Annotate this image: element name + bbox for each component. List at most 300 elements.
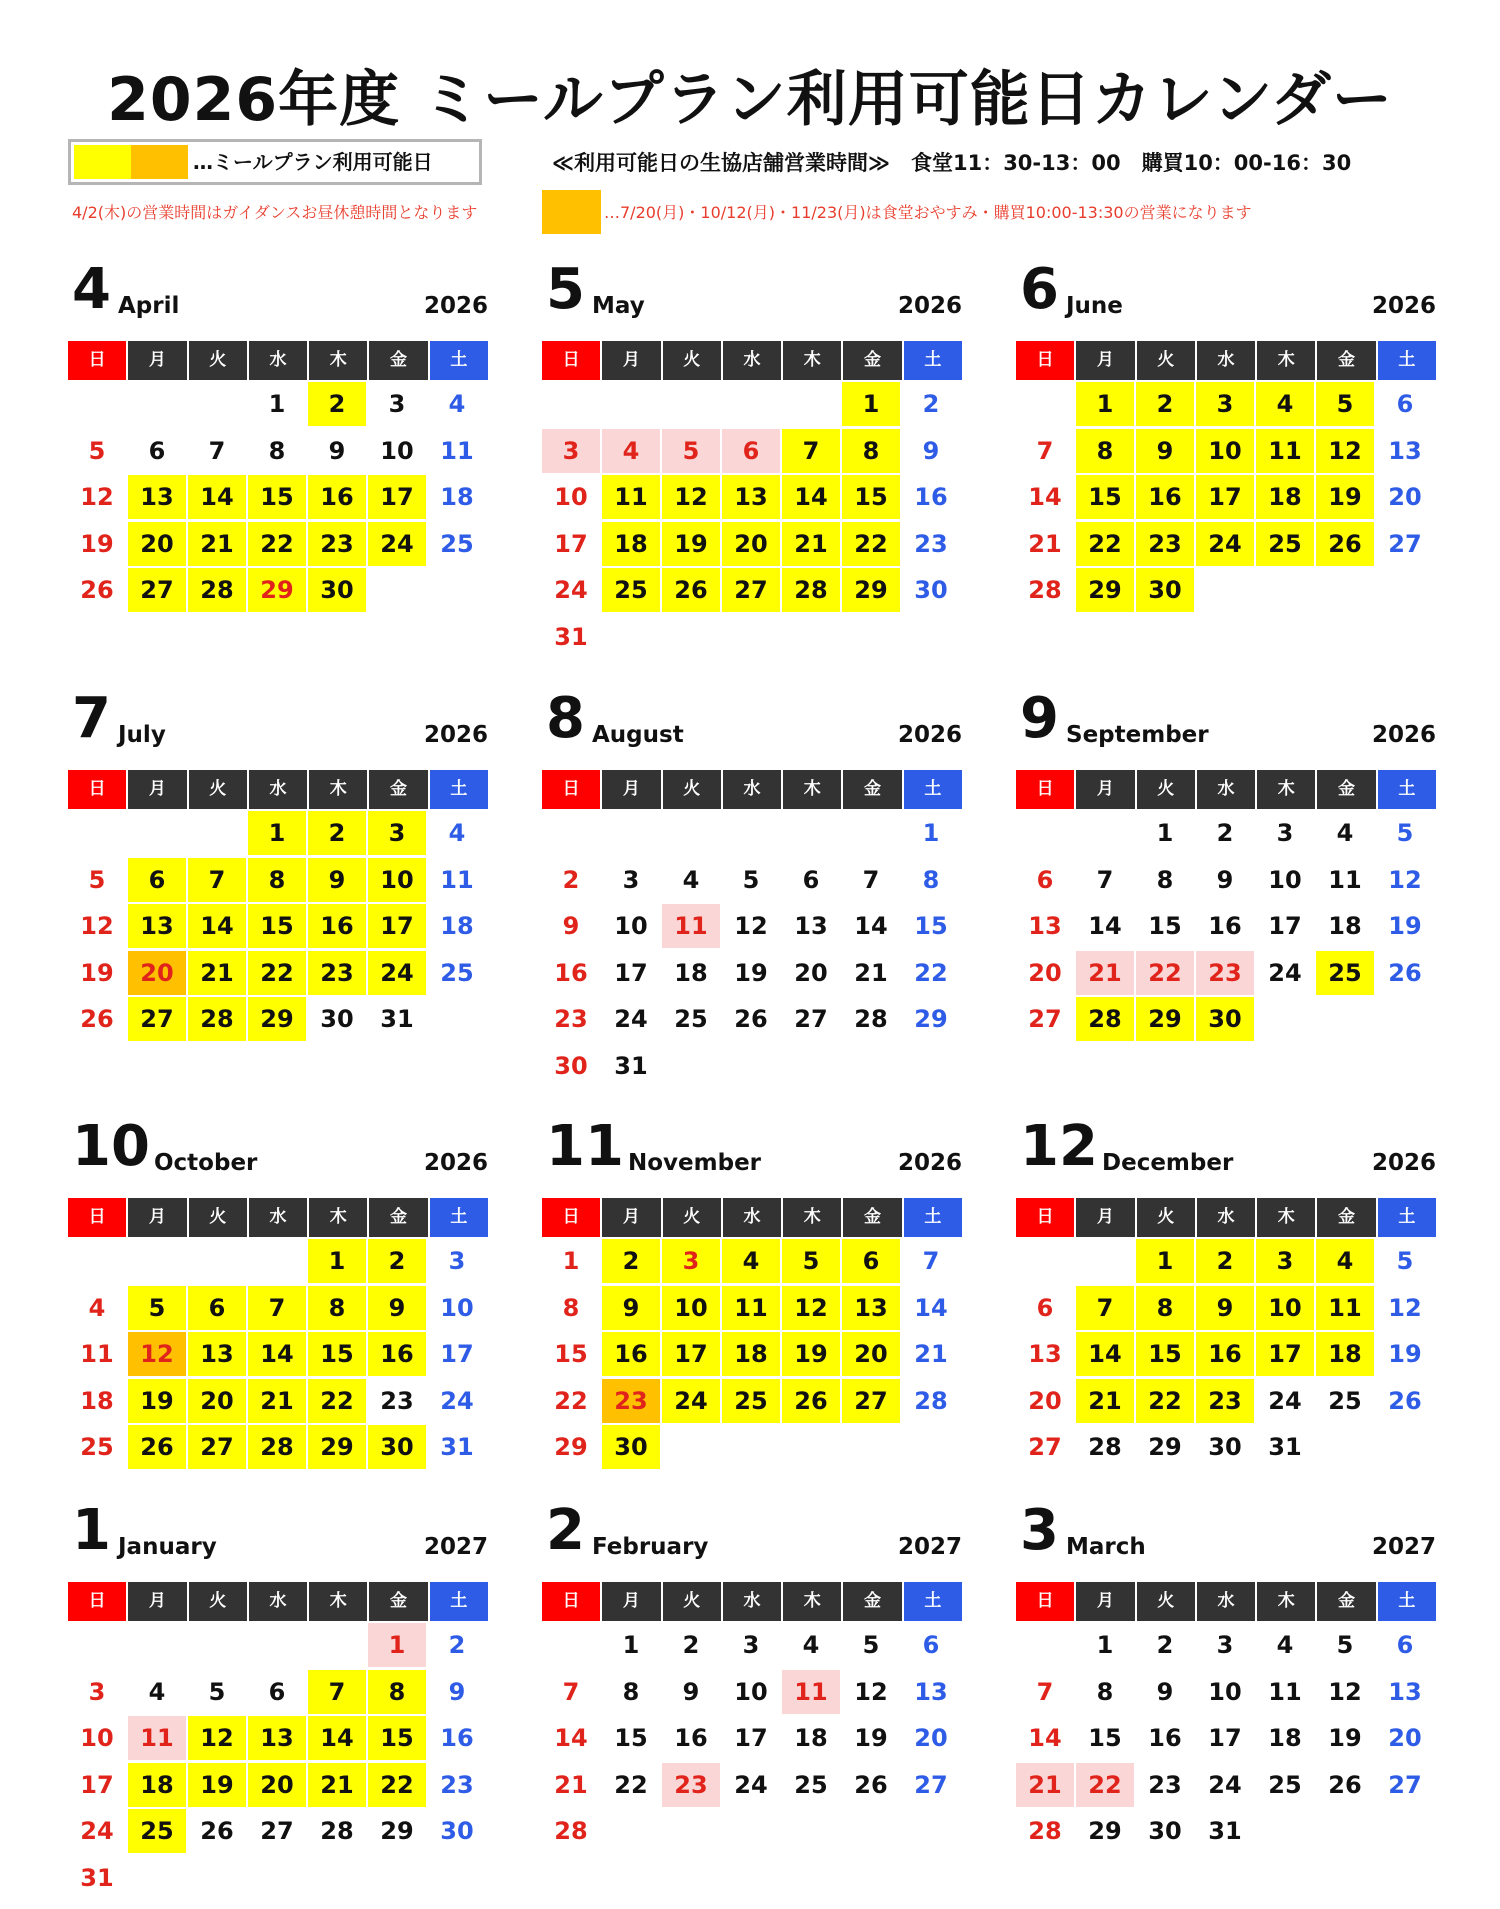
note-swatch-short-hours xyxy=(542,190,601,234)
day-cell: 30 xyxy=(1208,1433,1242,1461)
month-year: 2026 xyxy=(423,1150,488,1176)
day-cell: 3 xyxy=(542,429,600,473)
day-cell: 5 xyxy=(742,865,760,894)
month-year: 2026 xyxy=(1371,722,1436,748)
day-cell: 27 xyxy=(1028,1433,1062,1461)
day-cell: 24 xyxy=(1196,522,1254,566)
weekday-label: 火 xyxy=(663,1198,721,1237)
day-cell: 27 xyxy=(1028,1005,1062,1033)
day-cell: 24 xyxy=(80,1817,114,1845)
day-cell: 10 xyxy=(662,1286,720,1330)
day-cell: 15 xyxy=(1136,1332,1194,1376)
weekday-header xyxy=(542,770,962,809)
day-cell: 8 xyxy=(1076,429,1134,473)
day-cell: 23 xyxy=(1196,951,1254,995)
day-cell: 17 xyxy=(554,529,588,558)
month-name: April xyxy=(118,293,180,319)
weekday-label: 水 xyxy=(249,341,307,380)
day-cell: 14 xyxy=(1088,912,1122,940)
day-cell: 17 xyxy=(368,475,426,519)
day-cell: 2 xyxy=(602,1239,660,1283)
day-cell: 13 xyxy=(914,1677,948,1706)
day-cell: 28 xyxy=(248,1425,306,1469)
day-cell: 30 xyxy=(1136,568,1194,612)
day-cell: 2 xyxy=(922,390,940,418)
day-cell: 9 xyxy=(1136,429,1194,473)
month-header xyxy=(542,686,962,756)
day-cell: 26 xyxy=(782,1379,840,1423)
day-cell: 6 xyxy=(1036,1293,1054,1322)
day-cell: 10 xyxy=(440,1293,474,1322)
month-number: 4 xyxy=(72,257,111,322)
day-cell: 13 xyxy=(128,904,186,948)
weekday-header xyxy=(542,341,962,380)
day-cell: 31 xyxy=(554,622,588,651)
day-cell: 12 xyxy=(662,475,720,519)
note-guidance-hours: 4/2(木)の営業時間はガイダンスお昼休憩時間となります xyxy=(72,203,478,222)
day-cell: 5 xyxy=(1396,819,1414,847)
day-cell: 20 xyxy=(1028,1386,1062,1415)
day-cell: 24 xyxy=(1268,958,1302,987)
day-cell: 21 xyxy=(854,958,888,987)
day-cell: 3 xyxy=(622,865,640,894)
day-cell: 18 xyxy=(128,1763,186,1807)
day-cell: 28 xyxy=(1028,576,1062,604)
month-name: July xyxy=(118,722,166,748)
weekday-header xyxy=(542,1582,962,1621)
weekday-label: 金 xyxy=(369,341,427,380)
day-cell: 23 xyxy=(1196,1379,1254,1423)
weekday-label: 金 xyxy=(1317,341,1375,380)
weekday-label: 日 xyxy=(68,341,126,380)
weekday-label: 水 xyxy=(1197,341,1255,380)
day-cell: 5 xyxy=(782,1239,840,1283)
day-cell: 4 xyxy=(1276,1631,1294,1659)
month-name: November xyxy=(628,1150,762,1176)
day-cell: 28 xyxy=(1088,1433,1122,1461)
day-cell: 6 xyxy=(922,1631,940,1659)
day-cell: 30 xyxy=(308,568,366,612)
day-cell: 25 xyxy=(722,1379,780,1423)
day-cell: 22 xyxy=(1076,1763,1134,1807)
day-cell: 9 xyxy=(562,912,580,940)
day-cell: 16 xyxy=(1196,1332,1254,1376)
day-cell: 1 xyxy=(1076,382,1134,426)
day-cell: 28 xyxy=(782,568,840,612)
day-cell: 1 xyxy=(562,1247,580,1275)
weekday-label: 月 xyxy=(1076,770,1134,809)
weekday-label: 金 xyxy=(1317,770,1375,809)
day-cell: 1 xyxy=(842,382,900,426)
day-cell: 8 xyxy=(842,429,900,473)
day-cell: 18 xyxy=(1316,1332,1374,1376)
weekday-label: 金 xyxy=(369,1198,427,1237)
day-cell: 12 xyxy=(80,483,114,511)
day-cell: 27 xyxy=(722,568,780,612)
day-cell: 12 xyxy=(734,912,768,940)
day-cell: 5 xyxy=(88,436,106,465)
weekday-label: 土 xyxy=(1378,1198,1436,1237)
weekday-label: 月 xyxy=(128,341,186,380)
day-cell: 12 xyxy=(854,1677,888,1706)
day-cell: 29 xyxy=(308,1425,366,1469)
day-cell: 17 xyxy=(440,1340,474,1368)
day-cell: 11 xyxy=(602,475,660,519)
day-cell: 29 xyxy=(914,1005,948,1033)
day-cell: 5 xyxy=(1336,1631,1354,1659)
day-cell: 5 xyxy=(88,865,106,894)
day-cell: 6 xyxy=(268,1677,286,1706)
day-cell: 7 xyxy=(1036,1677,1054,1706)
day-cell: 23 xyxy=(662,1763,720,1807)
weekday-header xyxy=(1016,1582,1436,1621)
day-cell: 8 xyxy=(268,436,286,465)
weekday-label: 月 xyxy=(602,341,660,380)
day-cell: 12 xyxy=(1316,429,1374,473)
weekday-header xyxy=(68,1582,488,1621)
day-cell: 15 xyxy=(614,1724,648,1752)
weekday-label: 日 xyxy=(68,770,126,809)
day-cell: 6 xyxy=(802,865,820,894)
day-cell: 20 xyxy=(722,522,780,566)
day-cell: 23 xyxy=(602,1379,660,1423)
day-cell: 18 xyxy=(1328,912,1362,940)
weekday-label: 火 xyxy=(189,1198,247,1237)
month-year: 2027 xyxy=(1371,1534,1436,1560)
month-number: 12 xyxy=(1020,1114,1098,1179)
weekday-label: 水 xyxy=(1197,770,1255,809)
day-cell: 22 xyxy=(914,958,948,987)
day-cell: 17 xyxy=(734,1724,768,1752)
weekday-label: 火 xyxy=(663,1582,721,1621)
weekday-label: 火 xyxy=(1137,770,1195,809)
month-year: 2027 xyxy=(423,1534,488,1560)
day-cell: 23 xyxy=(308,522,366,566)
day-cell: 8 xyxy=(308,1286,366,1330)
weekday-label: 水 xyxy=(723,770,781,809)
day-cell: 20 xyxy=(914,1724,948,1752)
day-cell: 2 xyxy=(682,1631,700,1659)
day-cell: 25 xyxy=(602,568,660,612)
day-cell: 17 xyxy=(662,1332,720,1376)
day-cell: 3 xyxy=(742,1631,760,1659)
day-cell: 14 xyxy=(308,1716,366,1760)
day-cell: 13 xyxy=(128,475,186,519)
day-cell: 11 xyxy=(782,1670,840,1714)
day-cell: 24 xyxy=(662,1379,720,1423)
day-cell: 1 xyxy=(268,390,286,418)
day-cell: 30 xyxy=(368,1425,426,1469)
weekday-header xyxy=(542,1198,962,1237)
weekday-header xyxy=(68,770,488,809)
day-cell: 27 xyxy=(794,1005,828,1033)
day-cell: 7 xyxy=(562,1677,580,1706)
day-cell: 25 xyxy=(80,1433,114,1461)
day-cell: 28 xyxy=(1076,997,1134,1041)
weekday-label: 木 xyxy=(783,770,841,809)
weekday-label: 水 xyxy=(249,1198,307,1237)
day-cell: 7 xyxy=(922,1247,940,1275)
day-cell: 21 xyxy=(914,1340,948,1368)
weekday-label: 火 xyxy=(1137,1582,1195,1621)
weekday-label: 水 xyxy=(723,341,781,380)
day-cell: 27 xyxy=(1388,1770,1422,1799)
day-cell: 14 xyxy=(554,1724,588,1752)
weekday-label: 土 xyxy=(1378,1582,1436,1621)
day-cell: 12 xyxy=(1388,865,1422,894)
day-cell: 27 xyxy=(188,1425,246,1469)
day-cell: 15 xyxy=(308,1332,366,1376)
day-cell: 10 xyxy=(1208,1677,1242,1706)
day-cell: 26 xyxy=(1316,522,1374,566)
weekday-label: 木 xyxy=(783,1582,841,1621)
weekday-label: 日 xyxy=(1016,770,1074,809)
day-cell: 11 xyxy=(1268,1677,1302,1706)
day-cell: 10 xyxy=(380,436,414,465)
day-cell: 21 xyxy=(782,522,840,566)
day-cell: 10 xyxy=(554,483,588,511)
day-cell: 9 xyxy=(1156,1677,1174,1706)
day-cell: 29 xyxy=(1136,997,1194,1041)
day-cell: 26 xyxy=(80,1005,114,1033)
day-cell: 1 xyxy=(1156,819,1174,847)
day-cell: 30 xyxy=(320,1005,354,1033)
day-cell: 29 xyxy=(1076,568,1134,612)
day-cell: 16 xyxy=(554,958,588,987)
day-cell: 2 xyxy=(562,865,580,894)
day-cell: 20 xyxy=(794,958,828,987)
day-cell: 7 xyxy=(862,865,880,894)
weekday-label: 土 xyxy=(1378,770,1436,809)
day-cell: 26 xyxy=(1388,1386,1422,1415)
day-cell: 8 xyxy=(562,1293,580,1322)
weekday-label: 金 xyxy=(1317,1198,1375,1237)
day-cell: 2 xyxy=(1156,1631,1174,1659)
month-name: August xyxy=(592,722,684,748)
month-year: 2026 xyxy=(423,722,488,748)
day-cell: 16 xyxy=(602,1332,660,1376)
day-cell: 2 xyxy=(308,382,366,426)
day-cell: 10 xyxy=(368,858,426,902)
weekday-label: 土 xyxy=(430,341,488,380)
day-cell: 1 xyxy=(1096,1631,1114,1659)
day-cell: 22 xyxy=(248,951,306,995)
month-number: 8 xyxy=(546,686,585,751)
legend-swatch-short-hours xyxy=(131,145,188,179)
weekday-label: 水 xyxy=(1197,1198,1255,1237)
day-cell: 26 xyxy=(1388,958,1422,987)
weekday-label: 土 xyxy=(430,770,488,809)
day-cell: 17 xyxy=(614,958,648,987)
day-cell: 18 xyxy=(80,1386,114,1415)
day-cell: 1 xyxy=(1136,1239,1194,1283)
day-cell: 26 xyxy=(128,1425,186,1469)
day-cell: 29 xyxy=(554,1433,588,1461)
day-cell: 30 xyxy=(602,1425,660,1469)
weekday-label: 木 xyxy=(783,341,841,380)
day-cell: 29 xyxy=(380,1817,414,1845)
day-cell: 14 xyxy=(782,475,840,519)
weekday-label: 土 xyxy=(904,1198,962,1237)
day-cell: 25 xyxy=(1328,1386,1362,1415)
day-cell: 18 xyxy=(674,958,708,987)
day-cell: 1 xyxy=(308,1239,366,1283)
weekday-label: 日 xyxy=(542,1198,600,1237)
day-cell: 2 xyxy=(448,1631,466,1659)
day-cell: 18 xyxy=(440,912,474,940)
month-number: 7 xyxy=(72,686,111,751)
weekday-label: 日 xyxy=(542,770,600,809)
weekday-label: 火 xyxy=(189,1582,247,1621)
day-cell: 22 xyxy=(308,1379,366,1423)
legend-box xyxy=(68,139,482,185)
day-cell: 18 xyxy=(1256,475,1314,519)
month-year: 2026 xyxy=(1371,293,1436,319)
day-cell: 30 xyxy=(440,1817,474,1845)
weekday-label: 火 xyxy=(1137,341,1195,380)
weekday-label: 水 xyxy=(723,1198,781,1237)
day-cell: 11 xyxy=(1328,865,1362,894)
day-cell: 21 xyxy=(1076,951,1134,995)
month-header xyxy=(542,1498,962,1568)
month-year: 2026 xyxy=(1371,1150,1436,1176)
weekday-label: 日 xyxy=(68,1582,126,1621)
month-year: 2027 xyxy=(897,1534,962,1560)
weekday-header xyxy=(1016,1198,1436,1237)
day-cell: 22 xyxy=(1076,522,1134,566)
day-cell: 9 xyxy=(922,436,940,465)
day-cell: 14 xyxy=(188,904,246,948)
day-cell: 15 xyxy=(554,1340,588,1368)
month-name: March xyxy=(1066,1534,1146,1560)
weekday-label: 火 xyxy=(1137,1198,1195,1237)
day-cell: 21 xyxy=(554,1770,588,1799)
day-cell: 10 xyxy=(1196,429,1254,473)
note-short-hours-days: …7/20(月)・10/12(月)・11/23(月)は食堂おやすみ・購買10:00-13:30の営業になります xyxy=(604,203,1252,222)
day-cell: 5 xyxy=(862,1631,880,1659)
day-cell: 16 xyxy=(308,475,366,519)
day-cell: 30 xyxy=(914,576,948,604)
month-header xyxy=(1016,686,1436,756)
day-cell: 8 xyxy=(622,1677,640,1706)
day-cell: 1 xyxy=(622,1631,640,1659)
day-cell: 21 xyxy=(1016,1763,1074,1807)
day-cell: 4 xyxy=(722,1239,780,1283)
day-cell: 4 xyxy=(802,1631,820,1659)
day-cell: 5 xyxy=(1316,382,1374,426)
day-cell: 8 xyxy=(1136,1286,1194,1330)
day-cell: 25 xyxy=(440,529,474,558)
day-cell: 11 xyxy=(128,1716,186,1760)
weekday-label: 月 xyxy=(602,770,660,809)
day-cell: 16 xyxy=(674,1724,708,1752)
day-cell: 25 xyxy=(440,958,474,987)
day-cell: 22 xyxy=(1136,1379,1194,1423)
day-cell: 25 xyxy=(128,1809,186,1853)
month-name: September xyxy=(1066,722,1209,748)
store-hours: ≪利用可能日の生協店舗営業時間≫ 食堂11：30-13：00 購買10：00-16：30 xyxy=(552,151,1352,175)
day-cell: 13 xyxy=(722,475,780,519)
month-number: 6 xyxy=(1020,257,1059,322)
day-cell: 25 xyxy=(794,1770,828,1799)
day-cell: 2 xyxy=(308,811,366,855)
page-title: 2026年度 ミールプラン利用可能日カレンダー xyxy=(107,65,1393,135)
day-cell: 24 xyxy=(734,1770,768,1799)
day-cell: 21 xyxy=(1028,529,1062,558)
day-cell: 6 xyxy=(188,1286,246,1330)
day-cell: 25 xyxy=(1316,951,1374,995)
weekday-label: 土 xyxy=(430,1582,488,1621)
weekday-label: 日 xyxy=(68,1198,126,1237)
weekday-label: 火 xyxy=(189,770,247,809)
day-cell: 16 xyxy=(1148,1724,1182,1752)
day-cell: 28 xyxy=(320,1817,354,1845)
day-cell: 29 xyxy=(248,997,306,1041)
month-year: 2026 xyxy=(897,1150,962,1176)
day-cell: 9 xyxy=(448,1677,466,1706)
day-cell: 31 xyxy=(614,1051,648,1080)
month-header xyxy=(68,1114,488,1184)
day-cell: 16 xyxy=(1208,912,1242,940)
weekday-label: 火 xyxy=(189,341,247,380)
weekday-label: 火 xyxy=(663,341,721,380)
month-number: 3 xyxy=(1020,1498,1059,1563)
weekday-label: 水 xyxy=(723,1582,781,1621)
weekday-label: 水 xyxy=(1197,1582,1255,1621)
month-year: 2026 xyxy=(897,722,962,748)
day-cell: 31 xyxy=(380,1005,414,1033)
weekday-label: 月 xyxy=(602,1582,660,1621)
month-number: 5 xyxy=(546,257,585,322)
day-cell: 9 xyxy=(308,858,366,902)
day-cell: 11 xyxy=(722,1286,780,1330)
day-cell: 14 xyxy=(1076,1332,1134,1376)
day-cell: 30 xyxy=(1196,997,1254,1041)
weekday-label: 月 xyxy=(128,1582,186,1621)
weekday-label: 金 xyxy=(843,1582,901,1621)
day-cell: 9 xyxy=(602,1286,660,1330)
day-cell: 11 xyxy=(1256,429,1314,473)
weekday-label: 月 xyxy=(602,1198,660,1237)
day-cell: 9 xyxy=(368,1286,426,1330)
day-cell: 18 xyxy=(722,1332,780,1376)
day-cell: 1 xyxy=(248,811,306,855)
day-cell: 4 xyxy=(448,390,466,418)
weekday-label: 日 xyxy=(542,341,600,380)
month-year: 2026 xyxy=(897,293,962,319)
day-cell: 4 xyxy=(88,1293,106,1322)
day-cell: 19 xyxy=(128,1379,186,1423)
day-cell: 6 xyxy=(1396,390,1414,418)
day-cell: 22 xyxy=(248,522,306,566)
weekday-label: 木 xyxy=(1257,1198,1315,1237)
day-cell: 19 xyxy=(782,1332,840,1376)
day-cell: 13 xyxy=(1028,912,1062,940)
month-header xyxy=(1016,1114,1436,1184)
day-cell: 17 xyxy=(368,904,426,948)
day-cell: 7 xyxy=(188,858,246,902)
day-cell: 7 xyxy=(208,436,226,465)
weekday-label: 土 xyxy=(904,1582,962,1621)
day-cell: 26 xyxy=(662,568,720,612)
day-cell: 3 xyxy=(1256,1239,1314,1283)
weekday-label: 土 xyxy=(430,1198,488,1237)
day-cell: 19 xyxy=(80,529,114,558)
day-cell: 28 xyxy=(554,1817,588,1845)
day-cell: 11 xyxy=(440,865,474,894)
day-cell: 15 xyxy=(914,912,948,940)
month-header xyxy=(542,257,962,327)
